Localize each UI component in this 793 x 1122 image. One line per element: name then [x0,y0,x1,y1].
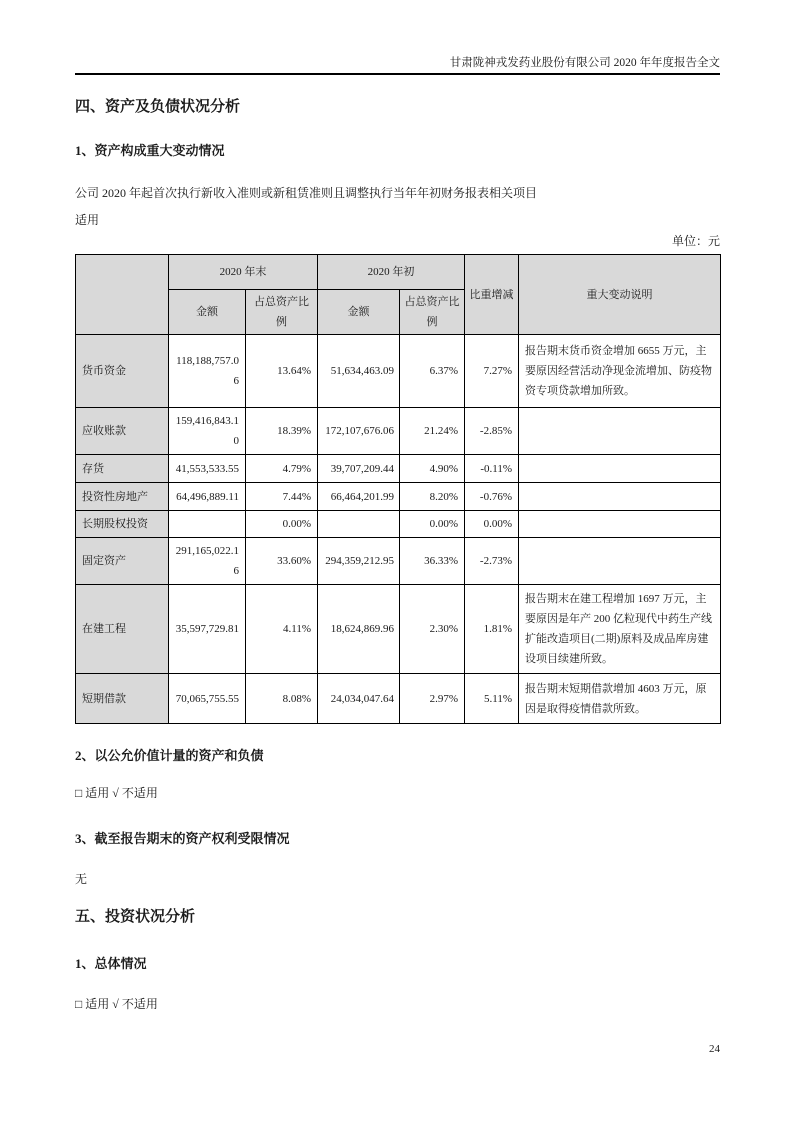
cell-end-amount: 41,553,533.55 [169,455,246,483]
cell-begin-amount: 24,034,047.64 [318,674,400,724]
section-4-title: 四、资产及负债状况分析 [75,99,241,115]
cell-begin-pct: 2.97% [400,674,465,724]
section-4-2-title: 2、以公允价值计量的资产和负债 [75,748,264,763]
section-4-3-content: 无 [75,872,88,886]
cell-change: -2.85% [465,408,519,455]
cell-end-amount: 35,597,729.81 [169,585,246,674]
table-row [76,335,721,408]
cell-change: 1.81% [465,585,519,674]
table-row [76,483,721,511]
cell-end-pct: 18.39% [246,408,318,455]
cell-begin-amount: 294,359,212.95 [318,538,400,585]
cell-change: 0.00% [465,511,519,538]
cell-end-pct: 0.00% [246,511,318,538]
cell-begin-amount: 172,107,676.06 [318,408,400,455]
cell-end-amount: 159,416,843.10 [169,408,246,455]
cell-note: 报告期末在建工程增加 1697 万元，主要原因是年产 200 亿粒现代中药生产线扩能改造项目(二期)原料及成品库房建设项目续建所致。 [519,585,721,674]
table-row [76,674,721,724]
row-header: 存货 [76,455,169,483]
cell-end-pct: 13.64% [246,335,318,408]
asset-composition-table [75,254,721,724]
cell-note [519,408,721,455]
cell-begin-pct: 0.00% [400,511,465,538]
row-header: 长期股权投资 [76,511,169,538]
corner-blank-cell [76,255,169,335]
cell-note [519,483,721,511]
page-content [75,0,720,1012]
table-row [76,511,721,538]
cell-note: 报告期末短期借款增加 4603 万元，原因是取得疫情借款所致。 [519,674,721,724]
row-header: 应收账款 [76,408,169,455]
column-header-begin-pct: 占总资产比例 [400,290,465,335]
section-4-1-title: 1、资产构成重大变动情况 [75,143,225,158]
cell-end-amount: 70,065,755.55 [169,674,246,724]
cell-change: -2.73% [465,538,519,585]
cell-note: 报告期末货币资金增加 6655 万元，主要原因经营活动净现金流增加、防疫物资专项贷款增加所致。 [519,335,721,408]
table-row [76,585,721,674]
row-header: 货币资金 [76,335,169,408]
cell-end-amount [169,511,246,538]
unit-label: 单位：元 [671,234,720,248]
report-header-title: 甘肃陇神戎发药业股份有限公司 2020 年年度报告全文 [75,0,720,75]
cell-begin-amount: 66,464,201.99 [318,483,400,511]
cell-begin-pct: 2.30% [400,585,465,674]
row-header: 固定资产 [76,538,169,585]
cell-begin-pct: 4.90% [400,455,465,483]
section-4-1-applicable: 适用 [75,213,100,227]
column-header-note: 重大变动说明 [519,255,721,335]
cell-change: -0.76% [465,483,519,511]
column-header-change: 比重增减 [465,255,519,335]
cell-end-amount: 64,496,889.11 [169,483,246,511]
cell-begin-pct: 6.37% [400,335,465,408]
column-header-end-pct: 占总资产比例 [246,290,318,335]
cell-change: 7.27% [465,335,519,408]
section-5-title: 五、投资状况分析 [75,909,196,925]
section-4-2-applicability: □ 适用 √ 不适用 [75,786,158,800]
cell-end-pct: 7.44% [246,483,318,511]
cell-begin-amount: 51,634,463.09 [318,335,400,408]
table-row [76,538,721,585]
column-group-begin-of-2020: 2020 年初 [318,255,465,290]
section-4-1-intro: 公司 2020 年起首次执行新收入准则或新租赁准则且调整执行当年年初财务报表相关项目 [75,186,538,200]
cell-end-amount: 291,165,022.16 [169,538,246,585]
cell-end-pct: 33.60% [246,538,318,585]
cell-begin-pct: 8.20% [400,483,465,511]
column-group-end-of-2020: 2020 年末 [169,255,318,290]
table-header-row-groups [76,255,721,290]
cell-change: -0.11% [465,455,519,483]
cell-end-amount: 118,188,757.06 [169,335,246,408]
section-5-1-applicability: □ 适用 √ 不适用 [75,997,158,1011]
cell-begin-pct: 36.33% [400,538,465,585]
column-header-end-amount: 金额 [169,290,246,335]
cell-note [519,455,721,483]
cell-begin-amount: 39,707,209.44 [318,455,400,483]
cell-end-pct: 4.11% [246,585,318,674]
cell-end-pct: 4.79% [246,455,318,483]
cell-end-pct: 8.08% [246,674,318,724]
page-number: 24 [709,1043,720,1055]
section-4-3-title: 3、截至报告期末的资产权利受限情况 [75,831,290,846]
table-row [76,408,721,455]
row-header: 短期借款 [76,674,169,724]
section-5-1-title: 1、总体情况 [75,956,147,971]
cell-begin-pct: 21.24% [400,408,465,455]
column-header-begin-amount: 金额 [318,290,400,335]
cell-note [519,538,721,585]
cell-begin-amount: 18,624,869.96 [318,585,400,674]
cell-note [519,511,721,538]
table-row [76,455,721,483]
row-header: 投资性房地产 [76,483,169,511]
cell-change: 5.11% [465,674,519,724]
row-header: 在建工程 [76,585,169,674]
cell-begin-amount [318,511,400,538]
